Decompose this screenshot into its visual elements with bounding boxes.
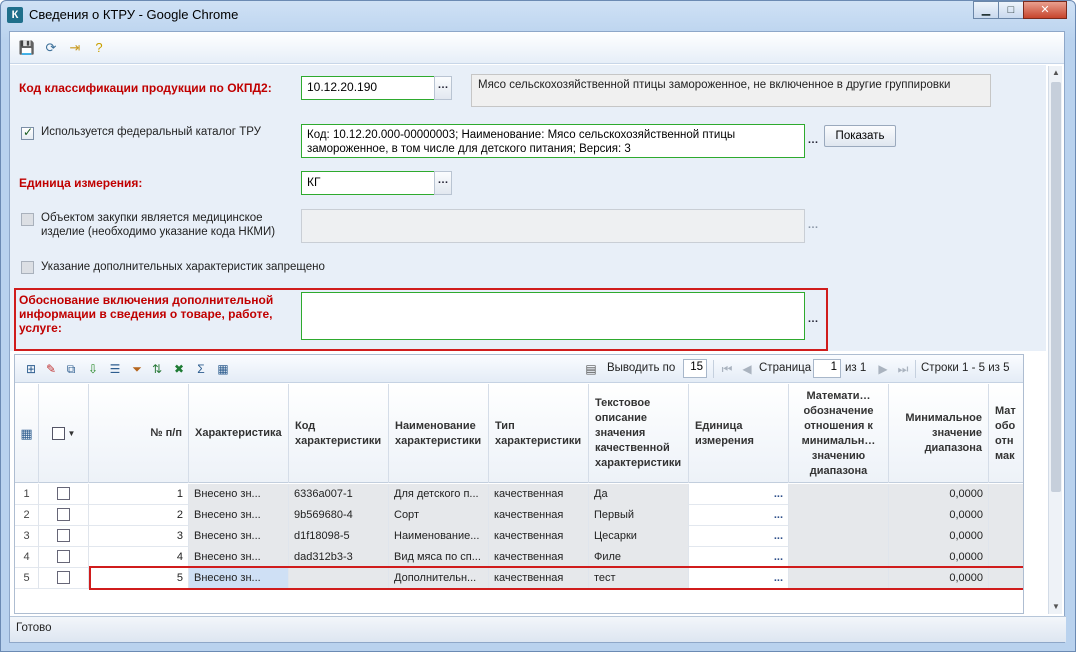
header-name[interactable]: Наименование характеристики xyxy=(389,384,489,483)
select-all-checkbox[interactable]: ▼ xyxy=(39,384,89,483)
table-row[interactable]: 1 1 Внесено зн... 6336a007-1 Для детского п... качественная Да ... 0,0000 xyxy=(15,484,1024,505)
okpd-label: Код классификации продукции по ОКПД2: xyxy=(19,81,272,95)
table-row[interactable]: 4 4 Внесено зн... dad312b3-3 Вид мяса по сп... качественная Филе ... 0,0000 xyxy=(15,547,1024,568)
extra-characteristics-label: Указание дополнительных характеристик запрещено xyxy=(41,261,325,273)
unit-select-button[interactable]: ... xyxy=(689,484,789,505)
maximize-button[interactable]: □ xyxy=(998,1,1024,19)
okpd-select-button[interactable]: … xyxy=(434,76,452,100)
column-selector-icon[interactable]: ▦ xyxy=(15,384,39,483)
nkmi-select-button: … xyxy=(807,219,819,231)
header-last[interactable]: Мат обо отн мак xyxy=(989,384,1024,483)
window-title: Сведения о КТРУ - Google Chrome xyxy=(29,7,239,22)
page-input[interactable]: 1 xyxy=(813,359,841,378)
header-unit[interactable]: Единица измерения xyxy=(689,384,789,483)
edit-row-icon[interactable]: ✎ xyxy=(45,362,57,376)
next-page-icon[interactable]: ▶ xyxy=(878,362,888,376)
header-min[interactable]: Минимальное значение диапазона xyxy=(889,384,989,483)
unit-select-button[interactable]: ... xyxy=(689,547,789,568)
form-toolbar xyxy=(10,32,1064,64)
header-characteristic[interactable]: Характеристика xyxy=(189,384,289,483)
save-icon[interactable]: 💾 xyxy=(18,39,36,55)
copy-row-icon[interactable]: ⧉ xyxy=(66,362,76,376)
first-page-icon[interactable]: ⏮ xyxy=(721,362,733,376)
table-row[interactable]: 3 3 Внесено зн... d1f18098-5 Наименование... качественная Цесарки ... 0,0000 xyxy=(15,526,1024,547)
grid-header xyxy=(15,384,1024,483)
close-button[interactable]: ✕ xyxy=(1023,1,1067,19)
page-label: Страница xyxy=(759,362,812,374)
page-content xyxy=(9,31,1065,643)
export-icon[interactable]: ▤ xyxy=(585,362,597,376)
ktru-field[interactable]: Код: 10.12.20.000-00000003; Наименование: Мясо сельскохозяйственной птицы замороженное, в том числе для детского питания; Версия: 3 xyxy=(301,124,805,158)
table-row[interactable]: 5 5 Внесено зн... Дополнительн... качественная тест ... 0,0000 xyxy=(15,568,1024,589)
header-num[interactable]: № п/п xyxy=(89,384,189,483)
header-text-desc[interactable]: Текстовое описание значения качественной характеристики xyxy=(589,384,689,483)
header-code[interactable]: Код характеристики xyxy=(289,384,389,483)
page-count: из 1 xyxy=(845,362,867,374)
ktru-form xyxy=(10,65,1046,351)
row-checkbox[interactable] xyxy=(39,526,89,547)
unit-input[interactable]: КГ xyxy=(301,171,435,195)
header-math[interactable]: Математи… обозначение отношения к минимальн… значению диапазона xyxy=(789,384,889,483)
help-icon[interactable]: ? xyxy=(95,40,103,55)
medical-checkbox[interactable] xyxy=(21,213,34,226)
unit-select-button[interactable]: ... xyxy=(689,526,789,547)
justification-select-button[interactable]: … xyxy=(807,313,819,325)
last-page-icon[interactable]: ⏭ xyxy=(897,362,909,376)
unit-select-button[interactable]: … xyxy=(434,171,452,195)
header-type[interactable]: Тип характеристики xyxy=(489,384,589,483)
ktru-checkbox[interactable] xyxy=(21,127,34,140)
row-highlight xyxy=(89,566,1024,590)
minimize-button[interactable]: ▁ xyxy=(973,1,999,19)
excel-icon[interactable]: ✖ xyxy=(173,362,185,376)
filter-icon[interactable]: ⏷ xyxy=(132,362,142,376)
okpd-input[interactable]: 10.12.20.190 xyxy=(301,76,435,100)
extra-characteristics-checkbox[interactable] xyxy=(21,261,34,274)
per-page-label: Выводить по xyxy=(607,362,676,374)
justification-label: Обоснование включения дополнительной информации в сведения о товаре, работе, услуге: xyxy=(19,293,274,335)
row-checkbox[interactable] xyxy=(39,568,89,589)
scroll-thumb[interactable] xyxy=(1051,82,1061,492)
sort-icon[interactable]: ⇅ xyxy=(151,362,163,376)
unit-select-button[interactable]: ... xyxy=(689,505,789,526)
vertical-scrollbar[interactable] xyxy=(1048,66,1062,614)
justification-input[interactable] xyxy=(301,292,805,340)
ktru-label: Используется федеральный каталог ТРУ xyxy=(41,126,261,138)
table-row[interactable]: 2 2 Внесено зн... 9b569680-4 Сорт качественная Первый ... 0,0000 xyxy=(15,505,1024,526)
row-checkbox[interactable] xyxy=(39,547,89,568)
add-row-icon[interactable]: ⊞ xyxy=(25,362,37,376)
per-page-input[interactable]: 15 xyxy=(683,359,707,378)
show-button[interactable]: Показать xyxy=(824,125,896,147)
status-bar: Готово xyxy=(10,616,1066,642)
sum-icon[interactable]: Σ xyxy=(197,362,205,376)
table-settings-icon[interactable]: ▦ xyxy=(217,362,229,376)
app-icon: К xyxy=(7,7,23,23)
grid-toolbar xyxy=(15,355,1023,383)
nkmi-field xyxy=(301,209,805,243)
ktru-select-button[interactable]: … xyxy=(807,134,819,146)
okpd-description: Мясо сельскохозяйственной птицы замороженное, не включенное в другие группировки xyxy=(471,74,991,107)
medical-label: Объектом закупки является медицинское изделие (необходимо указание кода НКМИ) xyxy=(41,212,276,238)
characteristics-grid xyxy=(14,354,1024,614)
row-checkbox[interactable] xyxy=(39,484,89,505)
unit-select-button[interactable]: ... xyxy=(689,568,789,589)
refresh-icon[interactable]: ⟳ xyxy=(45,39,57,55)
scroll-up-icon[interactable]: ▲ xyxy=(1052,68,1060,77)
prev-page-icon[interactable]: ◀ xyxy=(742,362,752,376)
import-icon[interactable]: ⇩ xyxy=(87,362,99,376)
title-bar[interactable] xyxy=(1,1,1075,29)
rows-range: Строки 1 - 5 из 5 xyxy=(921,362,1010,374)
list-icon[interactable]: ☰ xyxy=(109,362,121,376)
unit-label: Единица измерения: xyxy=(19,176,143,190)
scroll-down-icon[interactable]: ▼ xyxy=(1052,602,1060,611)
row-checkbox[interactable] xyxy=(39,505,89,526)
exit-icon[interactable]: ⇥ xyxy=(69,39,81,55)
